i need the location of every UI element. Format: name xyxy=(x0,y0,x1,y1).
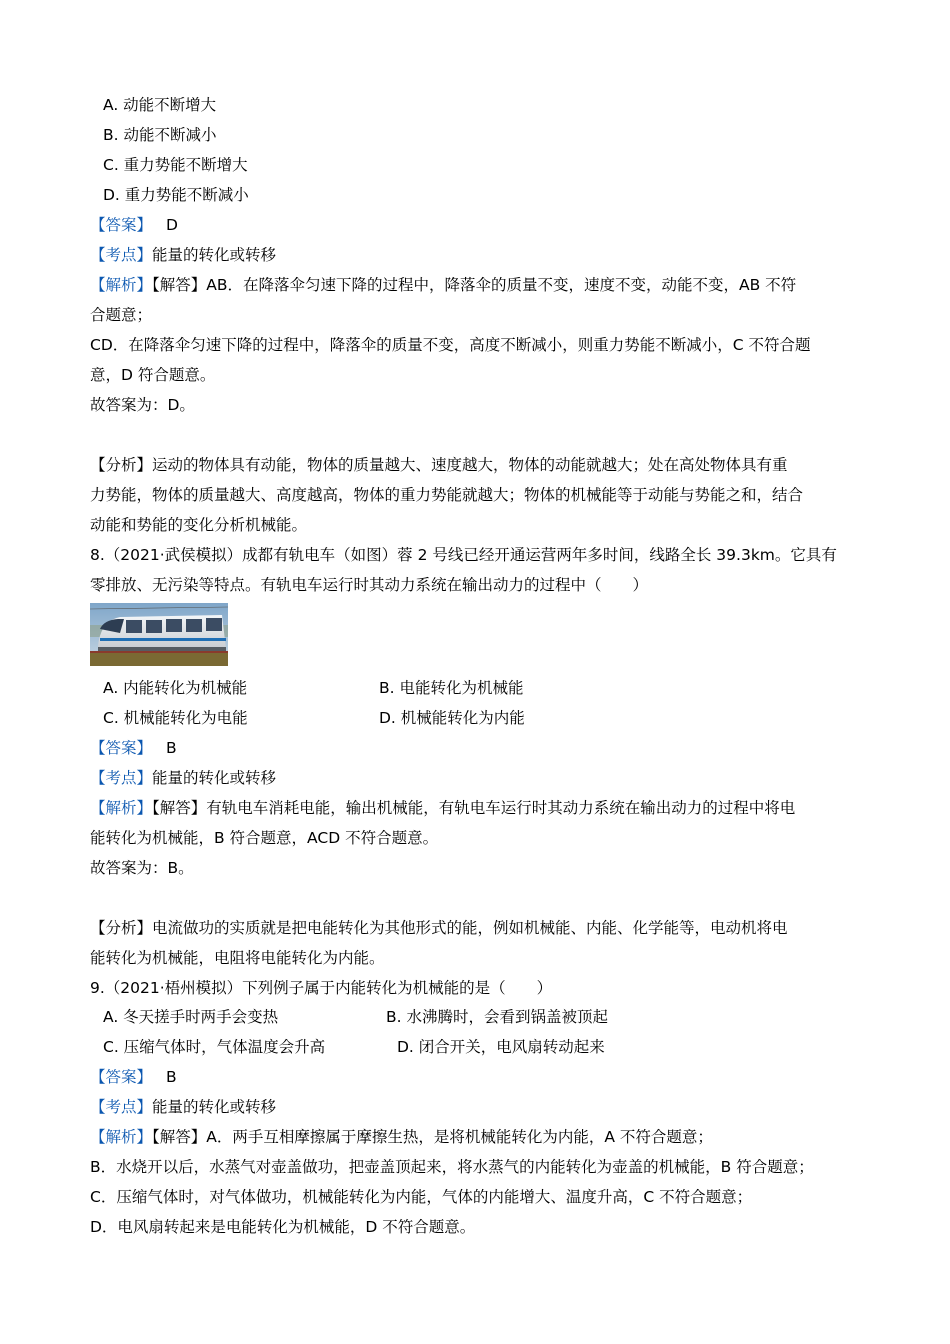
q7-analysis-line-2: 合题意； xyxy=(90,306,153,324)
point-value: 能量的转化或转移 xyxy=(152,246,277,264)
q9-option-c: C. 压缩气体时，气体温度会升高 xyxy=(103,1038,326,1056)
q9-stem: 9.（2021·梧州模拟）下列例子属于内能转化为机械能的是（ ） xyxy=(90,979,553,997)
q8-fenxi-line-2: 能转化为机械能，电阻将电能转化为内能。 xyxy=(90,949,385,967)
analysis-tag: 【解析】 xyxy=(90,1128,153,1146)
q7-option-d: D. 重力势能不断减小 xyxy=(103,186,249,204)
q7-analysis-line-4: 意，D 符合题意。 xyxy=(90,366,216,384)
q7-fenxi-line-2: 力势能，物体的质量越大、高度越高，物体的重力势能就越大；物体的机械能等于动能与势能之和，结合 xyxy=(90,486,804,504)
q7-analysis-line-1 xyxy=(90,275,796,295)
q8-fenxi-line-1: 【分析】电流做功的实质就是把电能转化为其他形式的能，例如机械能、内能、化学能等，电动机将电 xyxy=(90,919,788,937)
q8-analysis-line-1 xyxy=(90,798,795,818)
q8-analysis-line-2: 能转化为机械能，B 符合题意，ACD 不符合题意。 xyxy=(90,829,439,847)
q9-answer xyxy=(90,1067,177,1087)
point-tag: 【考点】 xyxy=(90,1098,153,1116)
point-tag: 【考点】 xyxy=(90,246,153,264)
q8-option-d: D. 机械能转化为内能 xyxy=(379,709,525,727)
q8-stem-line-1: 8.（2021·武侯模拟）成都有轨电车（如图）蓉 2 号线已经开通运营两年多时间，线路全长 39.3km。它具有 xyxy=(90,546,837,564)
q8-option-c: C. 机械能转化为电能 xyxy=(103,709,248,727)
analysis-tag: 【解析】 xyxy=(90,799,153,817)
q7-option-b: B. 动能不断减小 xyxy=(103,126,217,144)
q7-option-c: C. 重力势能不断增大 xyxy=(103,156,248,174)
answer-value: B xyxy=(166,739,177,757)
analysis-tag: 【解析】 xyxy=(90,276,153,294)
answer-tag: 【答案】 xyxy=(90,216,153,234)
q9-analysis-line-3: C．压缩气体时，对气体做功，机械能转化为内能，气体的内能增大、温度升高，C 不符合题意； xyxy=(90,1188,753,1206)
q9-analysis-line-2: B．水烧开以后，水蒸气对壶盖做功，把壶盖顶起来，将水蒸气的内能转化为壶盖的机械能，B 符合题意； xyxy=(90,1158,814,1176)
q7-answer xyxy=(90,215,178,235)
point-value: 能量的转化或转移 xyxy=(152,1098,277,1116)
tram-photo xyxy=(90,603,228,666)
analysis-text: 【解答】AB．在降落伞匀速下降的过程中，降落伞的质量不变，速度不变，动能不变，AB 不符 xyxy=(152,276,797,294)
q7-fenxi-line-3: 动能和势能的变化分析机械能。 xyxy=(90,516,308,534)
answer-value: D xyxy=(166,216,178,234)
q7-analysis-line-5: 故答案为：D。 xyxy=(90,396,195,414)
answer-tag: 【答案】 xyxy=(90,1068,153,1086)
q7-analysis-line-3: CD．在降落伞匀速下降的过程中，降落伞的质量不变，高度不断减小，则重力势能不断减小，C 不符合题 xyxy=(90,336,811,354)
q9-option-d: D. 闭合开关，电风扇转动起来 xyxy=(397,1038,605,1056)
q8-stem-line-2: 零排放、无污染等特点。有轨电车运行时其动力系统在输出动力的过程中（ ） xyxy=(90,576,649,594)
q9-analysis-line-4: D．电风扇转起来是电能转化为机械能，D 不符合题意。 xyxy=(90,1218,476,1236)
q8-answer xyxy=(90,738,177,758)
q8-option-b: B. 电能转化为机械能 xyxy=(379,679,524,697)
q7-fenxi-line-1: 【分析】运动的物体具有动能，物体的质量越大、速度越大，物体的动能就越大；处在高处物体具有重 xyxy=(90,456,788,474)
q9-analysis-line-1 xyxy=(90,1127,713,1147)
q9-point xyxy=(90,1097,276,1117)
q9-option-a: A. 冬天搓手时两手会变热 xyxy=(103,1008,279,1026)
analysis-text: 【解答】有轨电车消耗电能，输出机械能，有轨电车运行时其动力系统在输出动力的过程中将电 xyxy=(152,799,796,817)
q9-option-b: B. 水沸腾时，会看到锅盖被顶起 xyxy=(386,1008,608,1026)
q8-point xyxy=(90,768,276,788)
q8-option-a: A. 内能转化为机械能 xyxy=(103,679,248,697)
q7-point xyxy=(90,245,276,265)
answer-value: B xyxy=(166,1068,177,1086)
answer-tag: 【答案】 xyxy=(90,739,153,757)
point-value: 能量的转化或转移 xyxy=(152,769,277,787)
q7-option-a: A. 动能不断增大 xyxy=(103,96,217,114)
q8-analysis-line-3: 故答案为：B。 xyxy=(90,859,194,877)
point-tag: 【考点】 xyxy=(90,769,153,787)
analysis-text: 【解答】A．两手互相摩擦属于摩擦生热，是将机械能转化为内能，A 不符合题意； xyxy=(152,1128,713,1146)
